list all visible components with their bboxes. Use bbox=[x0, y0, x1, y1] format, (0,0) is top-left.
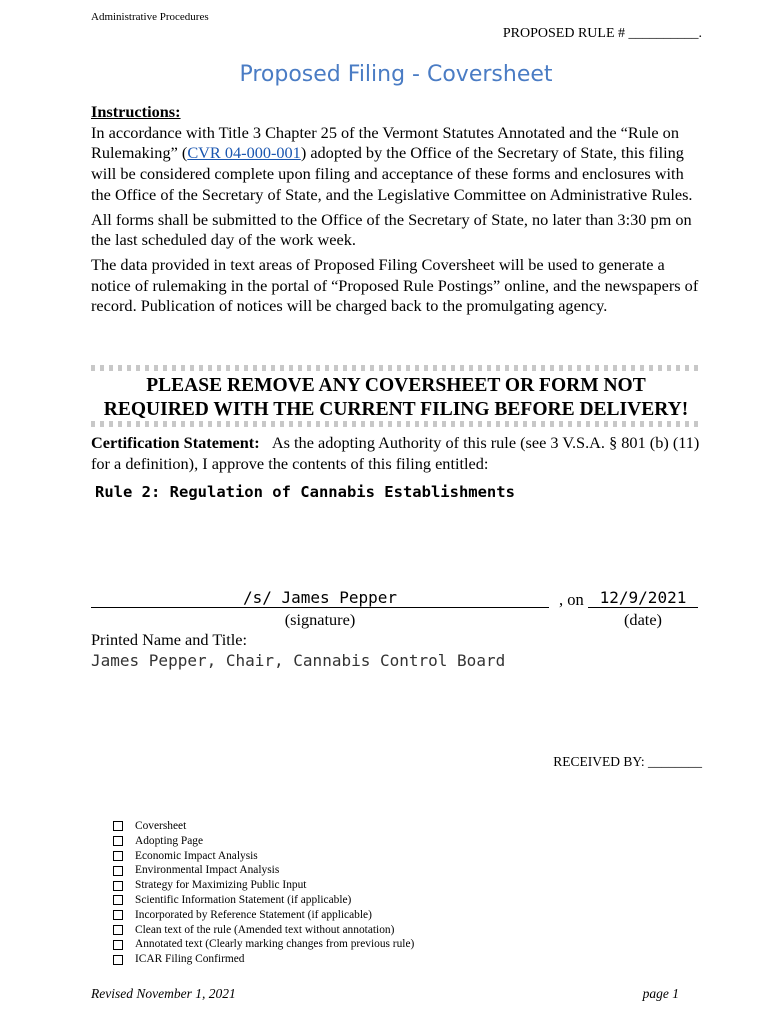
date-line bbox=[588, 607, 698, 608]
instructions-paragraph-2: All forms shall be submitted to the Office of the Secretary of State, no later than 3:30 pm on the last scheduled day of the work week. bbox=[91, 209, 692, 250]
cvr-link[interactable]: CVR 04-000-001 bbox=[187, 143, 301, 163]
signature-caption: (signature) bbox=[284, 610, 356, 629]
checklist-label: Strategy for Maximizing Public Input bbox=[135, 879, 307, 892]
instructions-paragraph-3: The data provided in text areas of Proposed Filing Coversheet will be used to generate a notice of rulemaking in the portal of “Proposed Rule Postings” online, and the newspapers of record. Publication of notices will be charged back to the promulgating agency. bbox=[91, 254, 699, 316]
p1-text-before: In accordance with Title 3 Chapter 25 of the Vermont Statutes Annotated and the “Rule on Rulemaking” ( bbox=[91, 122, 679, 163]
checkbox-icon[interactable] bbox=[113, 866, 123, 876]
checkbox-icon[interactable] bbox=[113, 895, 123, 905]
checklist-item-economic-impact[interactable] bbox=[113, 849, 414, 864]
certification-text: As the adopting Authority of this rule (see 3 V.S.A. § 801 (b) (11) for a definition), I approve the contents of this filing entitled: bbox=[91, 433, 700, 473]
checkbox-icon[interactable] bbox=[113, 940, 123, 950]
page-title: Proposed Filing - Coversheet bbox=[239, 62, 553, 87]
footer-revision-date: Revised November 1, 2021 bbox=[91, 986, 236, 1001]
printed-name-field[interactable]: James Pepper, Chair, Cannabis Control Board bbox=[91, 651, 506, 670]
instructions-section bbox=[91, 102, 703, 321]
checklist-item-public-input[interactable] bbox=[113, 878, 414, 893]
checklist-item-adopting-page[interactable] bbox=[113, 834, 414, 849]
rule-title-field[interactable]: Rule 2: Regulation of Cannabis Establishments bbox=[95, 483, 515, 501]
checklist-label: Coversheet bbox=[135, 820, 187, 832]
date-caption: (date) bbox=[624, 610, 662, 629]
warning-line-1: PLEASE REMOVE ANY COVERSHEET OR FORM NOT bbox=[146, 375, 646, 396]
on-label: , on bbox=[559, 590, 584, 609]
checkbox-icon[interactable] bbox=[113, 851, 123, 861]
checklist-label: Incorporated by Reference Statement (if applicable) bbox=[135, 908, 372, 921]
checklist-label: Adopting Page bbox=[135, 834, 204, 847]
checklist-item-environmental-impact[interactable] bbox=[113, 863, 414, 878]
certification-lead: Certification Statement: bbox=[91, 433, 260, 452]
remove-coversheet-warning bbox=[88, 374, 704, 422]
divider-bottom bbox=[91, 421, 703, 427]
p1-text-after: ) adopted by the Office of the Secretary of State, this filing will be considered complete upon filing and acceptance of these forms and enclosures with the Office of the Secretary of State, and the Legislative Committee on Administrative Rules. bbox=[91, 143, 693, 204]
checklist-label: Annotated text (Clearly marking changes from previous rule) bbox=[135, 938, 415, 951]
warning-line-2: REQUIRED WITH THE CURRENT FILING BEFORE DELIVERY! bbox=[103, 399, 689, 420]
checklist-item-scientific-info[interactable] bbox=[113, 893, 414, 908]
header-left-text: Administrative Procedures bbox=[91, 11, 209, 23]
checklist-item-clean-text[interactable] bbox=[113, 923, 414, 938]
instructions-heading: Instructions: bbox=[91, 102, 181, 121]
checkbox-icon[interactable] bbox=[113, 836, 123, 846]
footer-page-number: page 1 bbox=[642, 986, 679, 1001]
checklist-item-annotated-text[interactable] bbox=[113, 937, 414, 952]
checklist-label: Environmental Impact Analysis bbox=[135, 864, 280, 877]
checkbox-icon[interactable] bbox=[113, 955, 123, 965]
signature-field[interactable]: /s/ James Pepper bbox=[242, 588, 398, 607]
instructions-paragraph-1 bbox=[91, 123, 703, 206]
checklist-item-coversheet[interactable] bbox=[113, 819, 414, 834]
checklist-label: Economic Impact Analysis bbox=[135, 849, 258, 862]
checkbox-icon[interactable] bbox=[113, 821, 123, 831]
checklist-label: Scientific Information Statement (if applicable) bbox=[135, 893, 352, 906]
received-by: RECEIVED BY: ________ bbox=[553, 754, 702, 769]
certification-statement bbox=[91, 432, 703, 474]
date-field[interactable]: 12/9/2021 bbox=[599, 588, 687, 607]
signature-line bbox=[91, 607, 549, 608]
proposed-rule-number: PROPOSED RULE # __________. bbox=[502, 26, 702, 41]
checkbox-icon[interactable] bbox=[113, 910, 123, 920]
printed-name-label: Printed Name and Title: bbox=[91, 630, 248, 649]
checklist-label: Clean text of the rule (Amended text without annotation) bbox=[135, 923, 395, 936]
checklist-item-incorporated-reference[interactable] bbox=[113, 908, 414, 923]
divider-top bbox=[91, 365, 703, 371]
checkbox-icon[interactable] bbox=[113, 925, 123, 935]
filing-checklist bbox=[113, 819, 414, 967]
checkbox-icon[interactable] bbox=[113, 881, 123, 891]
checklist-label: ICAR Filing Confirmed bbox=[135, 953, 245, 966]
checklist-item-icar-filing[interactable] bbox=[113, 952, 414, 967]
